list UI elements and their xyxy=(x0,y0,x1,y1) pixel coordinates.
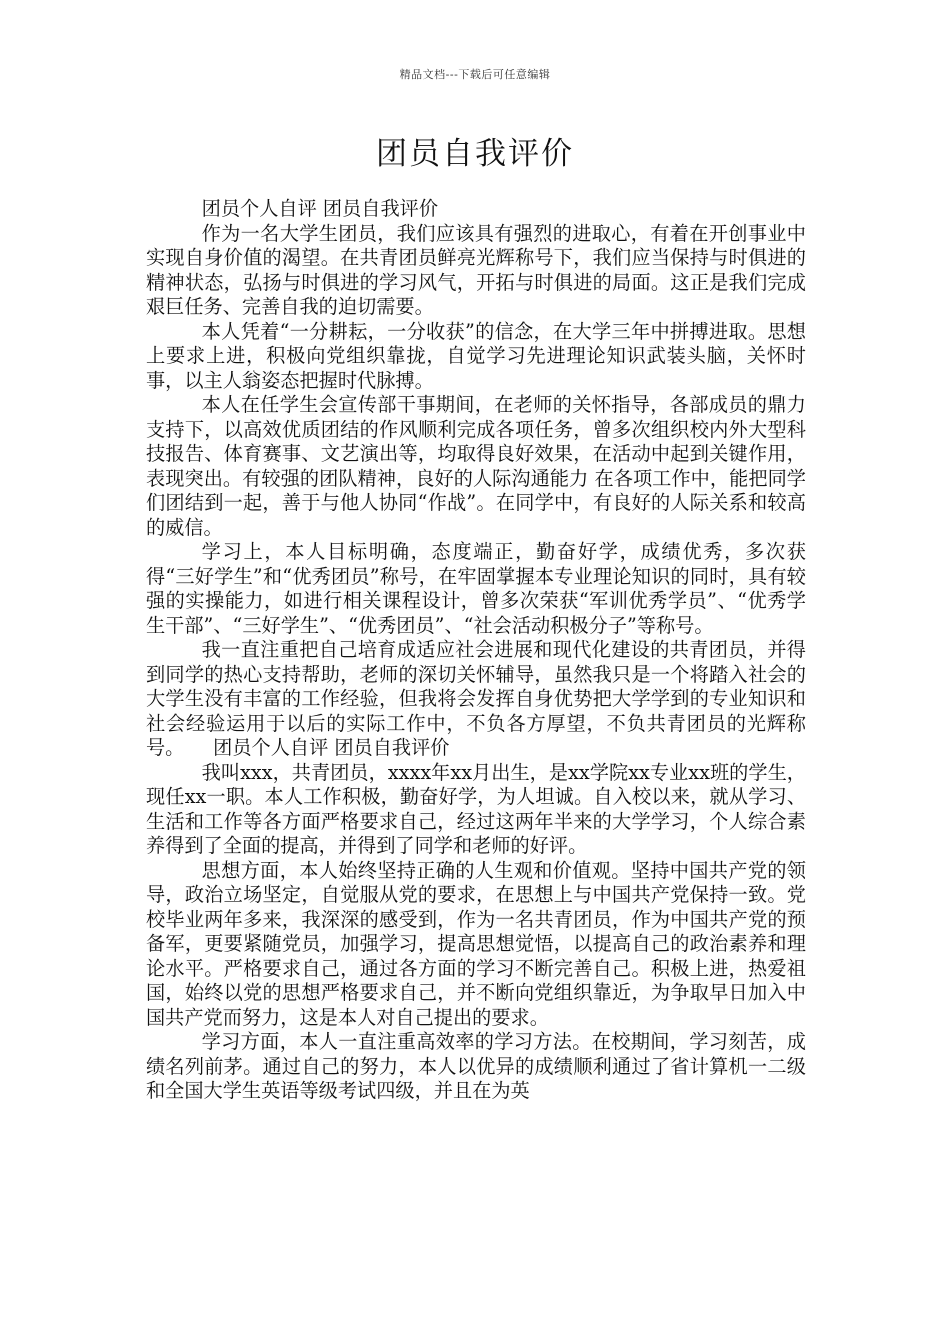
paragraph: 本人凭着“一分耕耘，一分收获”的信念，在大学三年中拼搏进取。思想上要求上进，积极向党组织靠拢，自觉学习先进理论知识武装头脑，关怀时事，以主人翁姿态把握时代脉搏。 xyxy=(146,319,806,392)
paragraph: 学习上，本人目标明确，态度端正，勤奋好学，成绩优秀，多次获得“三好学生”和“优秀团员”称号，在牢固掌握本专业理论知识的同时，具有较强的实操能力，如进行相关课程设计，曾多次荣获“军训优秀学员”、“优秀学生干部”、“三好学生”、“优秀团员”、“社会活动积极分子”等称号。 xyxy=(146,540,806,637)
paragraph: 我一直注重把自己培育成适应社会进展和现代化建设的共青团员，并得到同学的热心支持帮助，老师的深切关怀辅导，虽然我只是一个将踏入社会的大学生没有丰富的工作经验，但我将会发挥自身优势把大学学到的专业知识和社会经验运用于以后的实际工作中，不负各方厚望，不负共青团员的光辉称号。 团员个人自评 团员自我评价 xyxy=(146,638,806,759)
paragraph: 作为一名大学生团员，我们应该具有强烈的进取心，有着在开创事业中实现自身价值的渴望。在共青团员鲜亮光辉称号下，我们应当保持与时俱进的精神状态，弘扬与时俱进的学习风气，开拓与时俱进的局面。这正是我们完成艰巨任务、完善自我的迫切需要。 xyxy=(146,221,806,318)
paragraph: 团员个人自评 团员自我评价 xyxy=(201,197,439,220)
document-body xyxy=(146,197,806,1104)
paragraph: 我叫xxx，共青团员，xxxx年xx月出生，是xx学院xx专业xx班的学生，现任xx一职。本人工作积极，勤奋好学，为人坦诚。自入校以来，就从学习、生活和工作等各方面严格要求自己，经过这两年半来的大学学习，个人综合素养得到了全面的提高，并得到了同学和老师的好评。 xyxy=(146,760,806,857)
paragraph: 学习方面，本人一直注重高效率的学习方法。在校期间，学习刻苦，成绩名列前茅。通过自己的努力，本人以优异的成绩顺利通过了省计算机一二级和全国大学生英语等级考试四级，并且在为英 xyxy=(146,1030,806,1102)
paragraph: 思想方面，本人始终坚持正确的人生观和价值观。坚持中国共产党的领导，政治立场坚定，自觉服从党的要求，在思想上与中国共产党保持一致。党校毕业两年多来，我深深的感受到，作为一名共青团员，作为中国共产党的预备军，更要紧随党员，加强学习，提高思想觉悟，以提高自己的政治素养和理论水平。严格要求自己，通过各方面的学习不断完善自己。积极上进，热爱祖国，始终以党的思想严格要求自己，并不断向党组织靠近，为争取早日加入中国共产党而努力，这是本人对自己提出的要求。 xyxy=(146,858,806,1029)
page-title: 团员自我评价 xyxy=(376,136,574,172)
header-note: 精品文档---下载后可任意编辑 xyxy=(399,68,551,81)
paragraph: 本人在任学生会宣传部干事期间，在老师的关怀指导，各部成员的鼎力支持下，以高效优质团结的作风顺利完成各项任务，曾多次组织校内外大型科技报告、体育赛事、文艺演出等，均取得良好效果，在活动中起到关键作用，表现突出。有较强的团队精神，良好的人际沟通能力 在各项工作中，能把同学们团结到一起，善于与他人协同“作战”。在同学中，有良好的人际关系和较高的威信。 xyxy=(146,393,806,539)
